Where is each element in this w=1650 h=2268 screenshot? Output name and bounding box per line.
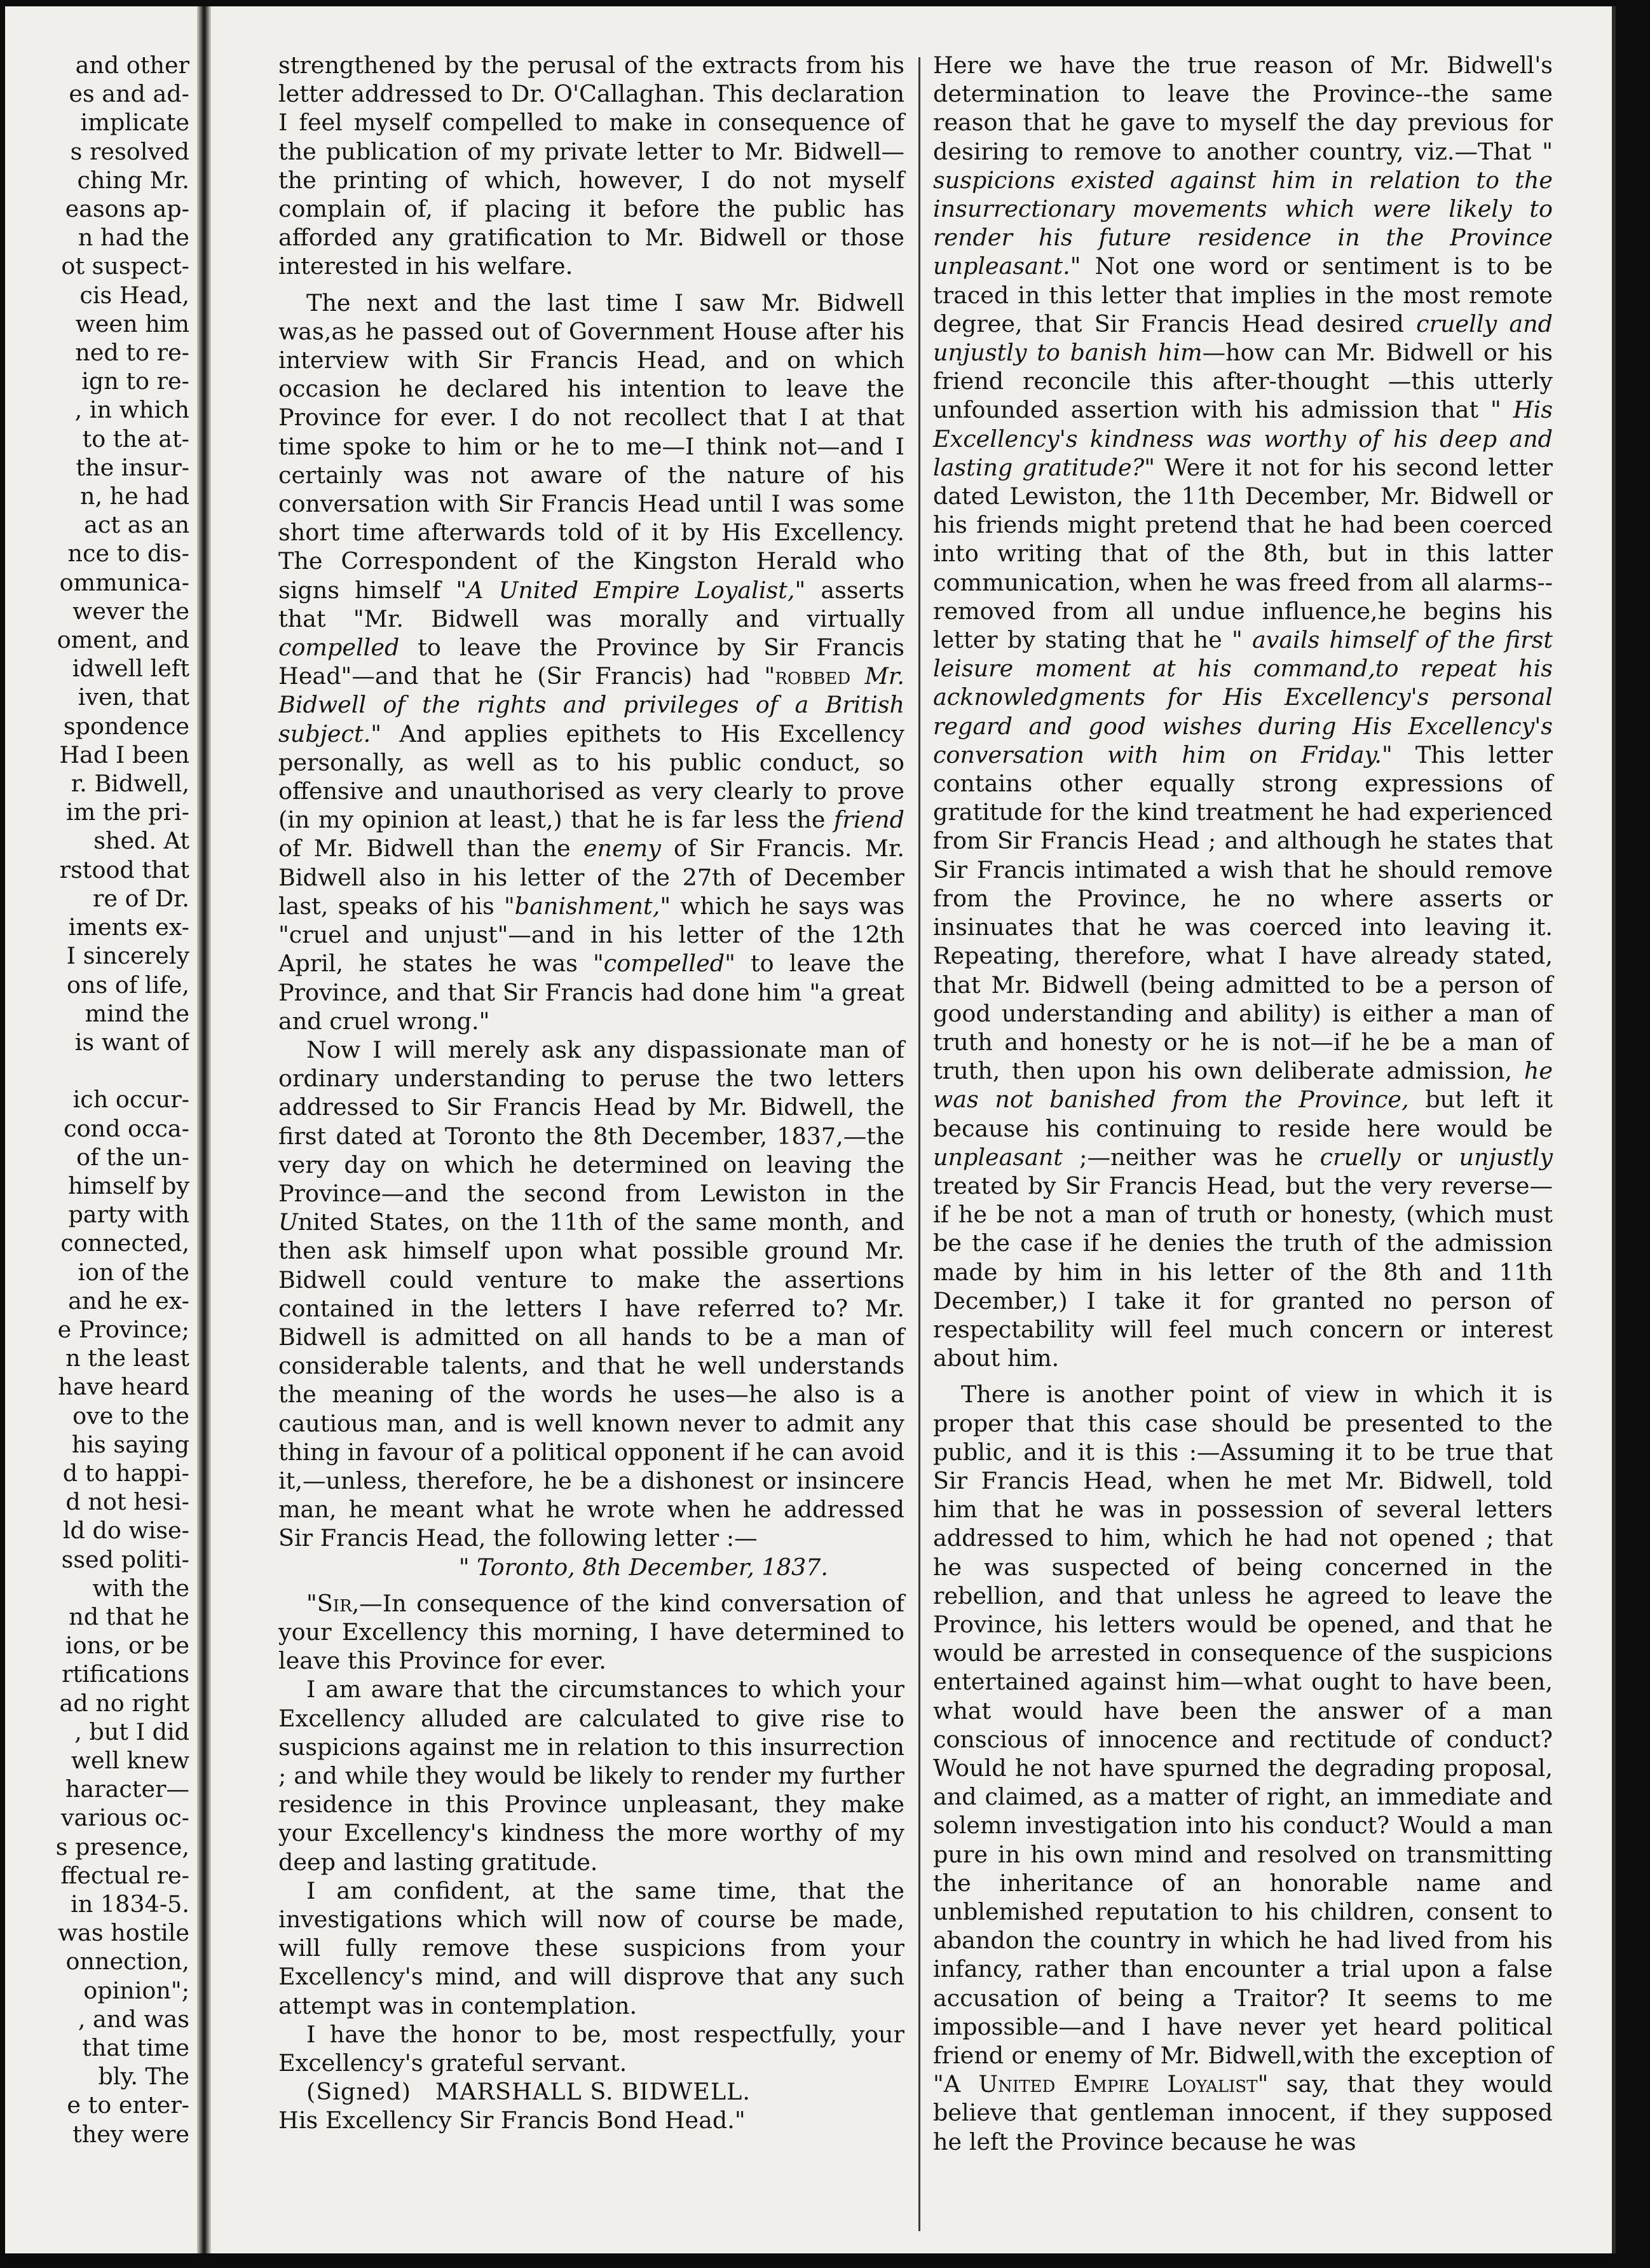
left-column-line: was hostile bbox=[57, 1919, 189, 1947]
left-column-line: im the pri- bbox=[65, 798, 189, 826]
left-column-line: in 1834-5. bbox=[71, 1890, 189, 1918]
left-column-line: ove to the bbox=[72, 1402, 189, 1430]
left-column-line: iments ex- bbox=[68, 913, 189, 941]
left-column-line: party with bbox=[68, 1201, 189, 1229]
left-column-line: bly. The bbox=[98, 2063, 189, 2091]
left-column-line: ommunica- bbox=[59, 568, 189, 596]
left-column-line: wever the bbox=[72, 597, 189, 625]
left-column-line: have heard bbox=[58, 1373, 189, 1401]
left-column-line: rstood that bbox=[59, 856, 189, 884]
page-gutter bbox=[197, 6, 211, 2253]
left-column-line: to the at- bbox=[82, 425, 189, 453]
left-column-line: idwell left bbox=[72, 655, 189, 683]
left-column-line: that time bbox=[82, 2034, 189, 2062]
left-column-line: ion of the bbox=[78, 1258, 189, 1286]
left-column-line: with the bbox=[92, 1574, 189, 1602]
left-column-line: ld do wise- bbox=[62, 1517, 189, 1545]
left-column-line: is want of bbox=[74, 1028, 189, 1056]
left-column-line: d not hesi- bbox=[65, 1488, 189, 1516]
left-column-line: e Province; bbox=[57, 1315, 189, 1343]
left-column-line: mind the bbox=[85, 999, 189, 1027]
newspaper-page bbox=[5, 6, 1616, 2253]
left-column-line: shed. At bbox=[93, 827, 189, 855]
left-column-line: ffectual re- bbox=[60, 1861, 189, 1889]
mid-paragraph-3: Now I will merely ask any dispassionate man of ordinary understanding to peruse the two letters addressed to Sir Francis Head by Mr. Bidwell, the first dated at Toronto the 8th December, 1837,—the very day on which he determined on leaving the Province—and the second from Lewiston in the United States, on the 11th of the same month, and then ask himself upon what possible ground Mr. Bidwell could venture to make the assertions contained in the letters I have referred to? Mr. Bidwell is admitted on all hands to be a man of considerable talents, and that he well understands the meaning of the words he uses—he also is a cautious man, and is well known never to admit any thing in favour of a political opponent if he can avoid it,—unless, therefore, he be a dishonest or insincere man, he meant what he wrote when he addressed Sir Francis Head, the following letter :— bbox=[278, 1035, 904, 1552]
middle-column bbox=[278, 51, 904, 2135]
left-column-line: connected, bbox=[60, 1229, 189, 1257]
left-column-line: ot suspect- bbox=[61, 252, 189, 280]
mid-paragraph-2: The next and the last time I saw Mr. Bidwell was,as he passed out of Government House after his interview with Sir Francis Head, and on which occasion he declared his intention to leave the Province for ever. I do not recollect that I at that time spoke to him or he to me—I think not—and I certainly was not aware of the nature of his conversation with Sir Francis Head until I was some short time afterwards told of it by His Excellency. The Correspondent of the Kingston Herald who signs himself "A United Empire Loyalist," asserts that "Mr. Bidwell was morally and virtually compelled to leave the Province by Sir Francis Head"—and that he (Sir Francis) had "robbed Mr. Bidwell of the rights and privileges of a British subject." And applies epithets to His Excellency personally, as well as to his public conduct, so offensive and unauthorised as very clearly to prove (in my opinion at least,) that he is far less the friend of Mr. Bidwell than the enemy of Sir Francis. Mr. Bidwell also in his letter of the 27th of December last, speaks of his "banishment," which he says was "cruel and unjust"—and in his letter of the 12th April, he states he was "compelled" to leave the Province, and that Sir Francis had done him "a great and cruel wrong." bbox=[278, 289, 905, 1035]
left-column-line: well knew bbox=[71, 1746, 189, 1774]
letter-date: " Toronto, 8th December, 1837. bbox=[458, 1553, 828, 1581]
letter-paragraph-3: I am confident, at the same time, that the investigations which will now of course be made, will fully remove these suspicions from your Excellency's mind, and will disprove that any such attempt was in contemplation. bbox=[278, 1876, 904, 2019]
left-column-line: I sincerely bbox=[66, 942, 189, 970]
left-column-line: ons of life, bbox=[67, 971, 189, 999]
left-column-line: r. Bidwell, bbox=[71, 770, 189, 798]
letter-signature: (Signed) MARSHALL S. BIDWELL. bbox=[306, 2078, 751, 2106]
left-column-line: himself by bbox=[68, 1172, 189, 1199]
left-column-line: ssed politi- bbox=[61, 1545, 189, 1573]
left-column-line: , but I did bbox=[74, 1718, 189, 1745]
left-column-line: nd that he bbox=[69, 1602, 189, 1630]
left-column-line: easons ap- bbox=[65, 195, 189, 223]
letter-addressee: His Excellency Sir Francis Bond Head." bbox=[278, 2107, 746, 2135]
left-column-line: of the un- bbox=[76, 1143, 189, 1171]
letter-paragraph-2: I am aware that the circumstances to which your Excellency alluded are calculated to give rise to suspicions against me in relation to this insurrection ; and while they would be likely to render my further residence in this Province unpleasant, they make your Excellency's kindness the more worthy of my deep and lasting gratitude. bbox=[278, 1676, 904, 1876]
left-column-line: cond occa- bbox=[64, 1114, 189, 1142]
left-column-line: his saying bbox=[71, 1430, 189, 1458]
left-column-line: and he ex- bbox=[68, 1287, 189, 1315]
left-column-line: various oc- bbox=[60, 1804, 189, 1832]
left-column-line: Had I been bbox=[59, 741, 189, 769]
left-column-line: ions, or be bbox=[65, 1632, 189, 1660]
left-column-line: oment, and bbox=[57, 626, 189, 654]
left-column-line: e to enter- bbox=[67, 2091, 189, 2119]
left-column-line: ign to re- bbox=[81, 367, 189, 395]
left-column-line: n had the bbox=[78, 224, 189, 252]
left-column-line: n the least bbox=[65, 1344, 189, 1372]
left-column-line: onnection, bbox=[65, 1948, 189, 1976]
left-column-line: n, he had bbox=[79, 482, 189, 510]
mid-paragraph-1: strengthened by the perusal of the extracts from his letter addressed to Dr. O'Callaghan. This declaration I feel myself compelled to make in consequence of the publication of my private letter to Mr. Bidwell—the printing of which, however, I do not myself complain of, if placing it before the public has afforded any gratification to Mr. Bidwell or those interested in his welfare. bbox=[278, 51, 904, 280]
left-column-line: s resolved bbox=[70, 137, 189, 165]
column-rule bbox=[918, 57, 920, 2231]
left-column-line: iven, that bbox=[78, 683, 189, 711]
left-column-line: s presence, bbox=[55, 1833, 189, 1861]
left-column-line: , and was bbox=[78, 2005, 189, 2033]
left-column-line: re of Dr. bbox=[92, 884, 189, 912]
letter-paragraph-1: "Sir,—In consequence of the kind conversation of your Excellency this morning, I have determined to leave this Province for ever. bbox=[278, 1589, 904, 1675]
left-column-line: the insur- bbox=[76, 453, 189, 481]
left-column-line: and other bbox=[75, 51, 189, 79]
left-column-line: opinion"; bbox=[83, 1976, 189, 2004]
left-column-line: cis Head, bbox=[79, 281, 189, 309]
left-column-line: haracter— bbox=[65, 1775, 189, 1803]
left-column-line: ween him bbox=[75, 310, 189, 338]
left-column-line: ad no right bbox=[59, 1689, 189, 1717]
left-column-line: d to happi- bbox=[62, 1459, 189, 1487]
left-column-line bbox=[5, 1056, 189, 1085]
left-column-line: nce to dis- bbox=[67, 540, 189, 568]
left-column-line: ich occur- bbox=[72, 1086, 189, 1114]
left-column-line: , in which bbox=[74, 396, 189, 424]
left-column-line: they were bbox=[72, 2120, 189, 2148]
right-column bbox=[933, 51, 1553, 2156]
left-column-fragment bbox=[5, 51, 189, 2148]
left-column-line: act as an bbox=[84, 511, 189, 539]
left-column-line: es and ad- bbox=[69, 80, 189, 108]
right-paragraph-2: There is another point of view in which it is proper that this case should be presented to the public, and it is this :—Assuming it to be true that Sir Francis Head, when he met Mr. Bidwell, told him that he was in possession of several letters addressed to him, which he had not opened ; that he was suspected of being concerned in the rebellion, and that unless he agreed to leave the Province, his letters would be opened, and that he would be arrested in consequence of the suspicions entertained against him—what ought to have been, what would have been the answer of a man conscious of innocence and rectitude of conduct? Would he not have spurned the degrading proposal, and claimed, as a matter of right, an immediate and solemn investigation into his conduct? Would a man pure in his own mind and resolved on transmitting the inheritance of an honorable name and unblemished reputation to his children, consent to abandon the country in which he had lived from his infancy, rather than encounter a trial upon a false accusation of being a Traitor? It seems to me impossible—and I have never yet heard political friend or enemy of Mr. Bidwell,with the exception of "A United Empire Loyalist" say, that they would believe that gentleman innocent, if they supposed he left the Province because he was bbox=[933, 1381, 1553, 2155]
letter-closing: I have the honor to be, most respectfully, your Excellency's grateful servant. bbox=[278, 2020, 904, 2077]
right-paragraph-1: Here we have the true reason of Mr. Bidwell's determination to leave the Province--the same reason that he gave to myself the day previous for desiring to remove to another country, viz.—That " suspicions existed against him in relation to the insurrectionary movements which were likely to render his future residence in the Province unpleasant." Not one word or sentiment is to be traced in this letter that implies in the most remote degree, that Sir Francis Head desired cruelly and unjustly to banish him—how can Mr. Bidwell or his friend reconcile this after-thought —this utterly unfounded assertion with his admission that " His Excellency's kindness was worthy of his deep and lasting gratitude?" Were it not for his second letter dated Lewiston, the 11th December, Mr. Bidwell or his friends might pretend that he had been coerced into writing that of the 8th, but in this latter communication, when he was freed from all alarms--removed from all undue influence,he begins his letter by stating that he " avails himself of the first leisure moment at his command,to repeat his acknowledgments for His Excellency's personal regard and good wishes during His Excellency's conversation with him on Friday." This letter contains other equally strong expressions of gratitude for the kind treatment he had experienced from Sir Francis Head ; and although he states that Sir Francis intimated a wish that he should remove from the Province, he no where asserts or insinuates that he was coerced into leaving it. Repeating, therefore, what I have already stated, that Mr. Bidwell (being admitted to be a person of good understanding and ability) is either a man of truth and honesty or he is not—if he be a man of truth, then upon his own deliberate admission, he was not banished from the Province, but left it because his continuing to reside here would be unpleasant ;—neither was he cruelly or unjustly treated by Sir Francis Head, but the very reverse—if he be not a man of truth or honesty, (which must be the case if he denies the truth of the admission made by him in his letter of the 8th and 11th December,) I take it for granted no person of respectability will feel much concern or interest about him. bbox=[933, 51, 1553, 1372]
left-column-line: ned to re- bbox=[75, 339, 189, 367]
left-column-line: rtifications bbox=[62, 1660, 189, 1688]
left-column-line: ching Mr. bbox=[77, 166, 189, 194]
left-column-line: spondence bbox=[63, 712, 189, 740]
left-column-line: implicate bbox=[80, 109, 189, 137]
